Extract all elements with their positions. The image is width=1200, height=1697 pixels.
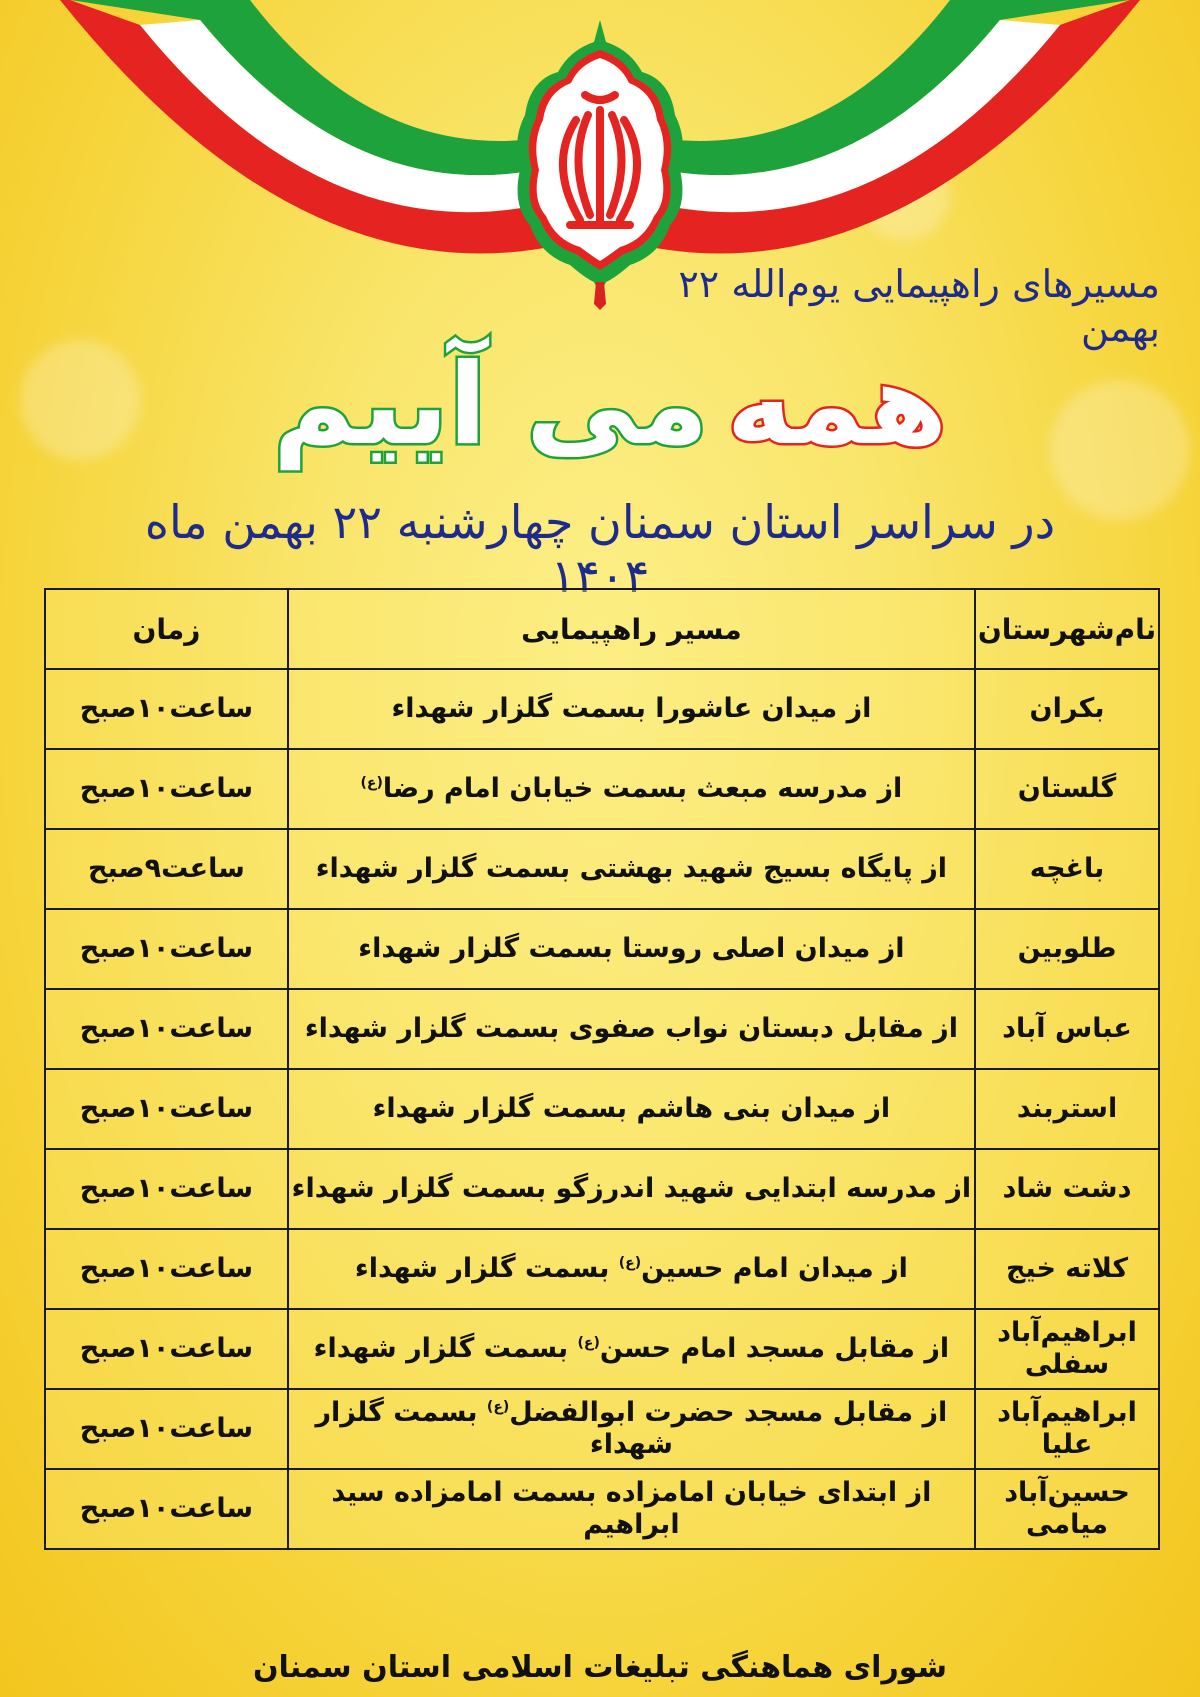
cell-time: ساعت۱۰صبح (45, 989, 288, 1069)
cell-city: ابراهیم‌آباد سفلی (975, 1309, 1159, 1389)
cell-route (288, 1389, 975, 1469)
routes-table (44, 588, 1160, 1550)
table-row (45, 1069, 1159, 1149)
cell-route (288, 1229, 975, 1309)
route-text: از میدان بنی هاشم بسمت گلزار شهداء (372, 1092, 891, 1124)
table-row (45, 1309, 1159, 1389)
cell-route (288, 1309, 975, 1389)
poster-subtitle: مسیرهای راهپیمایی یوم‌الله ۲۲ بهمن (678, 262, 1160, 350)
route-text: از ابتدای خیابان امامزاده بسمت امامزاده سید ابراهیم (331, 1476, 932, 1540)
table-row (45, 829, 1159, 909)
table-row (45, 1389, 1159, 1469)
honorific-mark: (ع) (486, 1398, 510, 1415)
cell-city: حسین‌آباد میامی (975, 1469, 1159, 1549)
cell-time: ساعت۹صبح (45, 829, 288, 909)
table-row (45, 1469, 1159, 1549)
table-row (45, 1149, 1159, 1229)
cell-city: بکران (975, 669, 1159, 749)
cell-time: ساعت۱۰صبح (45, 749, 288, 829)
cell-city: طلوبین (975, 909, 1159, 989)
headline-green-word: می آییم (272, 340, 709, 470)
header-route: مسیر راهپیمایی (288, 589, 975, 669)
route-text: از میدان امام حسین (641, 1252, 908, 1284)
cell-time: ساعت۱۰صبح (45, 1069, 288, 1149)
cell-city: گلستان (975, 749, 1159, 829)
bokeh-light (20, 340, 140, 460)
poster-headline (230, 330, 990, 480)
table-header-row (45, 589, 1159, 669)
header-city: نام‌شهرستان (975, 589, 1159, 669)
route-text: از مقابل مسجد حضرت ابوالفضل (509, 1396, 948, 1428)
table-row (45, 989, 1159, 1069)
route-text-after: بسمت گلزار شهداء (315, 1396, 673, 1460)
table-row (45, 749, 1159, 829)
route-text: از میدان اصلی روستا بسمت گلزار شهداء (358, 932, 905, 964)
table-row (45, 909, 1159, 989)
route-text: از مقابل مسجد امام حسن (599, 1332, 950, 1364)
route-text-after: بسمت گلزار شهداء (354, 1252, 619, 1284)
routes-table-wrap (44, 588, 1160, 1550)
route-text: از مدرسه ابتدایی شهید اندرزگو بسمت گلزار شهداء (291, 1172, 972, 1204)
cell-city: باغچه (975, 829, 1159, 909)
headline-red-word: همه (726, 340, 948, 470)
cell-route (288, 829, 975, 909)
cell-city: استربند (975, 1069, 1159, 1149)
route-text: از میدان عاشورا بسمت گلزار شهداء (391, 692, 872, 724)
table-row (45, 1229, 1159, 1309)
cell-route (288, 749, 975, 829)
poster-dateline: در سراسر استان سمنان چهارشنبه ۲۲ بهمن ماه ۱۴۰۴ (144, 495, 1056, 603)
poster-footer: شورای هماهنگی تبلیغات اسلامی استان سمنان (252, 1650, 948, 1685)
cell-city: کلاته خیج (975, 1229, 1159, 1309)
cell-route (288, 1149, 975, 1229)
cell-time: ساعت۱۰صبح (45, 909, 288, 989)
cell-time: ساعت۱۰صبح (45, 1149, 288, 1229)
cell-route (288, 1469, 975, 1549)
cell-city: دشت شاد (975, 1149, 1159, 1229)
cell-time: ساعت۱۰صبح (45, 1229, 288, 1309)
honorific-mark: (ع) (618, 1254, 642, 1271)
cell-route (288, 1069, 975, 1149)
cell-time: ساعت۱۰صبح (45, 1389, 288, 1469)
cell-time: ساعت۱۰صبح (45, 1309, 288, 1389)
route-text: از مدرسه مبعث بسمت خیابان امام رضا (382, 772, 903, 804)
route-text: از مقابل دبستان نواب صفوی بسمت گلزار شهداء (304, 1012, 958, 1044)
cell-route (288, 669, 975, 749)
cell-time: ساعت۱۰صبح (45, 1469, 288, 1549)
route-text: از پایگاه بسیج شهید بهشتی بسمت گلزار شهداء (315, 852, 948, 884)
route-text-after: بسمت گلزار شهداء (313, 1332, 578, 1364)
header-time: زمان (45, 589, 288, 669)
cell-city: عباس آباد (975, 989, 1159, 1069)
cell-city: ابراهیم‌آباد علیا (975, 1389, 1159, 1469)
cell-route (288, 909, 975, 989)
honorific-mark: (ع) (360, 774, 383, 791)
honorific-mark: (ع) (577, 1334, 600, 1351)
table-row (45, 669, 1159, 749)
cell-time: ساعت۱۰صبح (45, 669, 288, 749)
cell-route (288, 989, 975, 1069)
